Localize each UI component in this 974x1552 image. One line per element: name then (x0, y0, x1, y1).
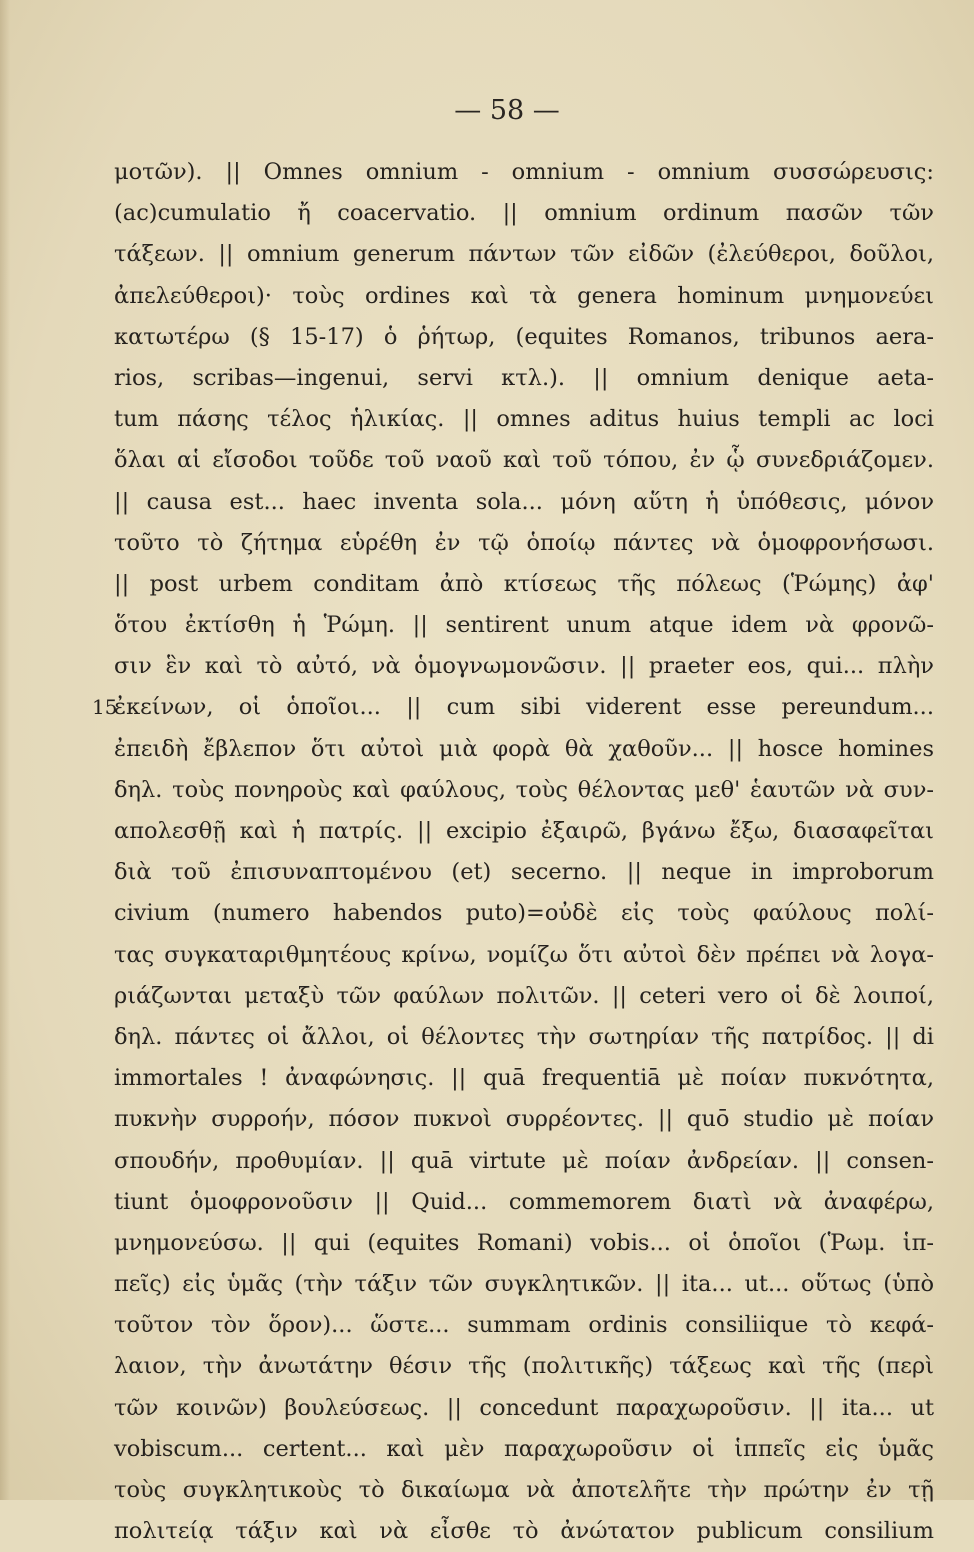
text-line (114, 770, 934, 811)
line-text: λαιον, τὴν ἀνωτάτην θέσιν τῆς (πολιτικῆς) τάξεως καὶ τῆς (περὶ (114, 1353, 934, 1380)
text-line (114, 1017, 934, 1058)
line-text: immortales ! ἀναφώνησις. || quā frequentiā μὲ ποίαν πυκνότητα, (114, 1065, 934, 1092)
text-line (114, 976, 934, 1017)
text-line (114, 1182, 934, 1223)
text-line (114, 852, 934, 893)
text-line (114, 893, 934, 934)
page-fold-shadow (0, 0, 10, 1500)
text-line (114, 729, 934, 770)
line-text: δηλ. πάντες οἱ ἄλλοι, οἱ θέλοντες τὴν σωτηρίαν τῆς πατρίδος. || di (114, 1023, 934, 1050)
text-line (114, 1470, 934, 1511)
text-line (114, 1511, 934, 1552)
line-text: σπουδήν, προθυμίαν. || quā virtute μὲ ποίαν ἀνδρείαν. || consen- (114, 1147, 934, 1174)
line-text: rios, scribas—ingenui, servi κτλ.). || omnium denique aeta- (114, 364, 934, 391)
text-line (114, 523, 934, 564)
text-line (114, 646, 934, 687)
line-text: δηλ. τοὺς πονηροὺς καὶ φαύλους, τοὺς θέλοντας μεθ' ἑαυτῶν νὰ συν- (114, 776, 934, 803)
text-line (114, 358, 934, 399)
line-text: κατωτέρω (§ 15-17) ὁ ῥήτωρ, (equites Romanos, tribunos aera- (114, 323, 934, 350)
text-line (114, 935, 934, 976)
line-text: ἀπελεύθεροι)· τοὺς ordines καὶ τὰ genera hominum μνημονεύει (114, 282, 934, 309)
text-line (114, 234, 934, 275)
text-line (114, 1429, 934, 1470)
line-text: τοῦτον τὸν ὅρον)... ὥστε... summam ordinis consiliique τὸ κεφά- (114, 1312, 934, 1339)
line-text: σιν ἓν καὶ τὸ αὐτό, νὰ ὁμογνωμονῶσιν. || praeter eos, qui... πλὴν (114, 653, 934, 680)
line-text: απολεσθῇ καὶ ἡ πατρίς. || excipio ἐξαιρῶ, βγάνω ἔξω, διασαφεῖται (114, 818, 934, 844)
line-text: τάξεων. || omnium generum πάντων τῶν εἰδῶν (ἐλεύθεροι, δοῦλοι, (114, 241, 934, 268)
text-line (114, 399, 934, 440)
text-line (114, 605, 934, 646)
text-line (114, 1264, 934, 1305)
line-text: tiunt ὁμοφρονοῦσιν || Quid... commemorem διατὶ νὰ ἀναφέρω, (114, 1188, 934, 1215)
text-line (114, 1099, 934, 1140)
line-text: || causa est... haec inventa sola... μόνη αὕτη ἡ ὑπόθεσις, μόνον (114, 488, 934, 515)
line-text: ἐκείνων, οἱ ὁποῖοι... || cum sibi viderent esse pereundum... (114, 694, 934, 721)
text-line (114, 1141, 934, 1182)
line-text: τας συγκαταριθμητέους κρίνω, νομίζω ὅτι αὐτοὶ δὲν πρέπει νὰ λογα- (114, 941, 934, 968)
text-line (114, 193, 934, 234)
line-text: μοτῶν). || Omnes omnium - omnium - omnium συσσώρευσις: (114, 159, 934, 185)
line-text: (ac)cumulatio ἤ coacervatio. || omnium ordinum πασῶν τῶν (114, 200, 934, 227)
line-text: τοῦτο τὸ ζήτημα εὑρέθη ἐν τῷ ὁποίῳ πάντες νὰ ὁμοφρονήσωσι. (114, 529, 934, 556)
line-text: διὰ τοῦ ἐπισυναπτομένου (et) secerno. || neque in improborum (114, 859, 934, 886)
line-text: τῶν κοινῶν) βουλεύσεως. || concedunt παραχωροῦσιν. || ita... ut (114, 1394, 934, 1421)
line-text: tum πάσης τέλος ἡλικίας. || omnes aditus huius templi ac loci (114, 406, 934, 433)
line-number: 15 (92, 695, 118, 720)
text-line (114, 1305, 934, 1346)
line-text: μνημονεύσω. || qui (equites Romani) vobis... οἱ ὁποῖοι (Ῥωμ. ἱπ- (114, 1229, 934, 1256)
line-text: || post urbem conditam ἀπὸ κτίσεως τῆς πόλεως (Ῥώμης) ἀφ' (114, 570, 934, 597)
text-line (114, 276, 934, 317)
text-line (114, 152, 934, 193)
line-text: ὅτου ἐκτίσθη ἡ Ῥώμη. || sentirent unum atque idem νὰ φρονῶ- (114, 612, 934, 639)
page-number: — 58 — (454, 95, 560, 126)
line-text: civium (numero habendos puto)=οὐδὲ εἰς τοὺς φαύλους πολί- (114, 900, 934, 927)
text-line (114, 482, 934, 523)
line-text: ἐπειδὴ ἔβλεπον ὅτι αὐτοὶ μιὰ φορὰ θὰ χαθοῦν... || hosce homines (114, 735, 934, 762)
line-text: πυκνὴν συρροήν, πόσον πυκνοὶ συρρέοντες. || quō studio μὲ ποίαν (114, 1106, 934, 1133)
text-line (92, 687, 934, 728)
text-line (114, 564, 934, 605)
text-line (114, 1388, 934, 1429)
line-text: vobiscum... certent... καὶ μὲν παραχωροῦσιν οἱ ἱππεῖς εἰς ὑμᾶς (114, 1435, 934, 1462)
text-line (114, 1346, 934, 1387)
line-text: ὅλαι αἱ εἴσοδοι τοῦδε τοῦ ναοῦ καὶ τοῦ τόπου, ἐν ᾧ συνεδριάζομεν. (114, 447, 934, 474)
text-line (114, 811, 934, 852)
line-text: πεῖς) εἰς ὑμᾶς (τὴν τάξιν τῶν συγκλητικῶν. || ita... ut... οὕτως (ὑπὸ (114, 1271, 934, 1298)
text-line (114, 440, 934, 481)
line-text: ριάζωνται μεταξὺ τῶν φαύλων πολιτῶν. || ceteri vero οἱ δὲ λοιποί, (114, 982, 934, 1009)
text-line (114, 1058, 934, 1099)
text-line (114, 317, 934, 358)
commentary-text (92, 152, 934, 1552)
line-text: τοὺς συγκλητικοὺς τὸ δικαίωμα νὰ ἀποτελῆτε τὴν πρώτην ἐν τῇ (114, 1477, 934, 1503)
text-line (114, 1223, 934, 1264)
line-text: πολιτείᾳ τάξιν καὶ νὰ εἶσθε τὸ ἀνώτατον publicum consilium (114, 1518, 934, 1545)
